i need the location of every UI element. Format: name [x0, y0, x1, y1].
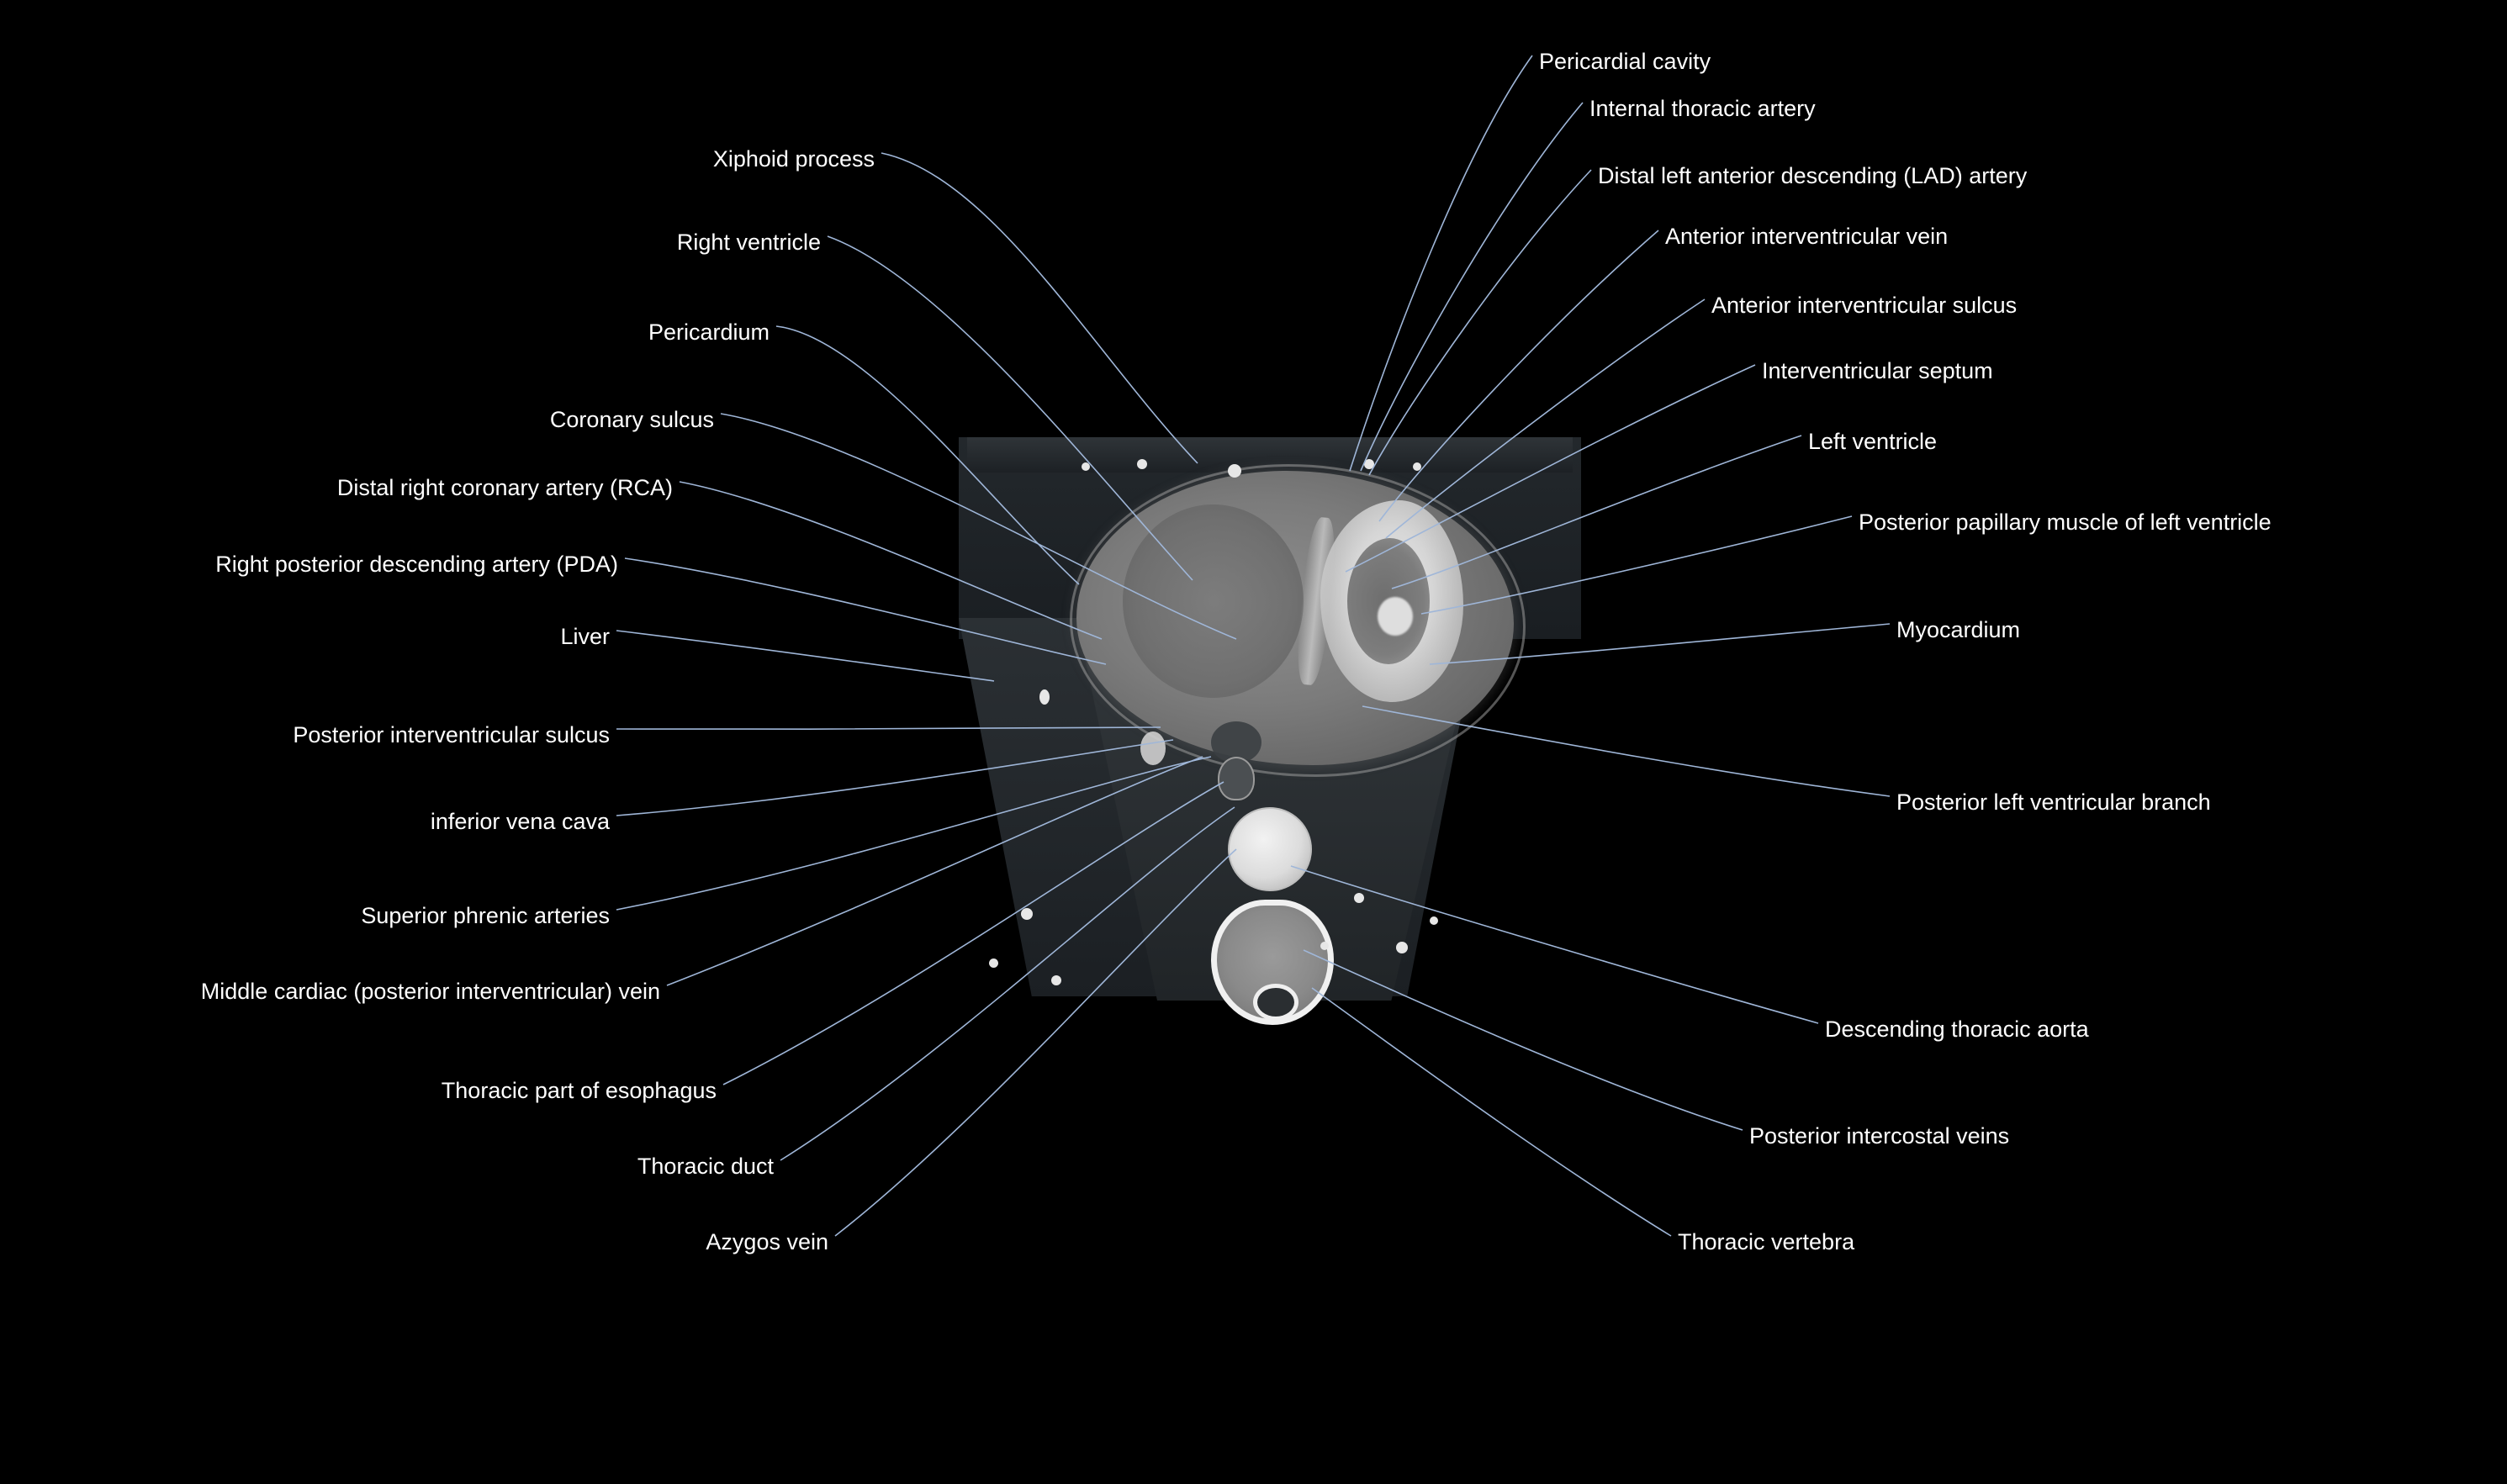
- label-internal-thoracic-artery: Internal thoracic artery: [1589, 96, 1816, 121]
- label-posterior-papillary-muscle: Posterior papillary muscle of left ventricle: [1859, 510, 2272, 535]
- label-thoracic-duct: Thoracic duct: [637, 1154, 774, 1179]
- label-pericardial-cavity: Pericardial cavity: [1539, 49, 1711, 74]
- label-inferior-vena-cava: inferior vena cava: [430, 809, 610, 834]
- vessel-dot: [1354, 893, 1364, 903]
- leader-distal-lad: [1369, 170, 1591, 475]
- descending-aorta-lumen: [1228, 807, 1312, 891]
- label-distal-lad-artery: Distal left anterior descending (LAD) artery: [1598, 163, 2028, 188]
- esophagus-lumen: [1218, 757, 1255, 800]
- label-left-ventricle: Left ventricle: [1808, 429, 1938, 454]
- ct-scan-image: [959, 437, 1581, 1076]
- vessel-dot: [1137, 459, 1147, 469]
- vessel-dot: [1039, 689, 1050, 705]
- label-right-pda: Right posterior descending artery (PDA): [215, 552, 618, 577]
- label-xiphoid-process: Xiphoid process: [712, 146, 875, 172]
- label-posterior-iv-sulcus: Posterior interventricular sulcus: [293, 722, 610, 747]
- label-posterior-intercostal-veins: Posterior intercostal veins: [1749, 1123, 2010, 1149]
- leader-xiphoid-process: [881, 153, 1198, 463]
- vessel-dot: [1021, 908, 1033, 920]
- vessel-dot: [1051, 975, 1061, 985]
- label-superior-phrenic-arteries: Superior phrenic arteries: [361, 903, 610, 928]
- vessel-dot: [1228, 464, 1241, 478]
- label-myocardium: Myocardium: [1896, 617, 2021, 642]
- inferior-vena-cava-lumen: [1140, 731, 1166, 765]
- vessel-dot: [1396, 942, 1408, 953]
- label-descending-thoracic-aorta: Descending thoracic aorta: [1825, 1017, 2089, 1042]
- label-distal-rca: Distal right coronary artery (RCA): [336, 475, 673, 500]
- right-ventricle-chamber: [1123, 504, 1304, 698]
- vessel-dot: [1430, 916, 1438, 925]
- vessel-dot: [1413, 462, 1421, 471]
- vessel-dot: [989, 959, 998, 968]
- vessel-dot: [1082, 462, 1090, 471]
- label-posterior-lv-branch: Posterior left ventricular branch: [1896, 790, 2211, 815]
- label-coronary-sulcus: Coronary sulcus: [549, 407, 714, 432]
- label-right-ventricle: Right ventricle: [676, 230, 821, 255]
- label-liver: Liver: [560, 624, 610, 649]
- label-thoracic-vertebra: Thoracic vertebra: [1678, 1229, 1855, 1254]
- leader-liver: [616, 631, 994, 681]
- vessel-dot: [1320, 942, 1329, 950]
- label-pericardium: Pericardium: [648, 320, 770, 345]
- label-anterior-iv-sulcus: Anterior interventricular sulcus: [1711, 293, 2018, 318]
- leader-pericardial-cavity: [1350, 55, 1532, 471]
- label-middle-cardiac-vein: Middle cardiac (posterior interventricular) vein: [200, 979, 660, 1004]
- label-interventricular-septum: Interventricular septum: [1762, 358, 1993, 383]
- spinal-canal: [1253, 984, 1298, 1021]
- label-azygos-vein: Azygos vein: [706, 1229, 828, 1254]
- vessel-dot: [1364, 459, 1374, 469]
- label-thoracic-esophagus: Thoracic part of esophagus: [441, 1078, 717, 1103]
- papillary-muscle: [1378, 597, 1413, 636]
- leader-internal-thoracic-artery: [1361, 103, 1583, 471]
- label-anterior-iv-vein: Anterior interventricular vein: [1665, 224, 1949, 249]
